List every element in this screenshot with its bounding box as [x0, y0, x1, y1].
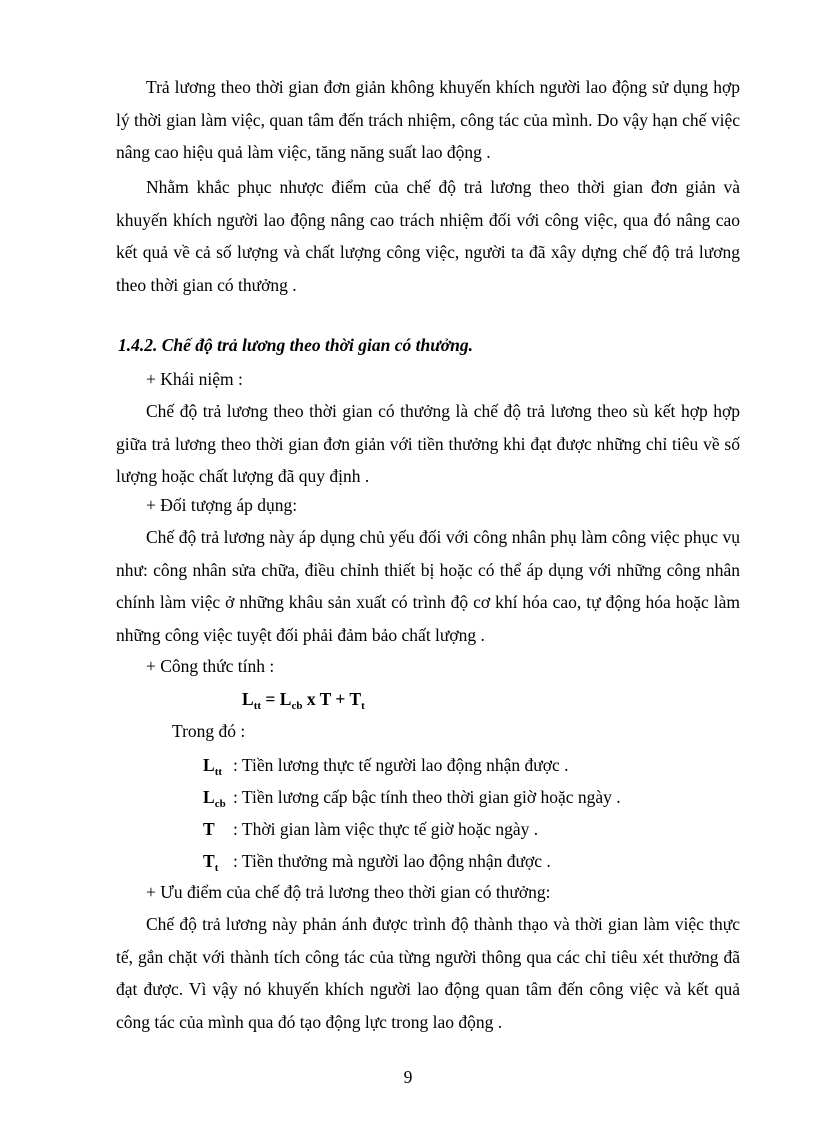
section-heading: 1.4.2. Chế độ trả lương theo thời gian có thưởng. — [118, 335, 473, 355]
definition-text: : Tiền lương thực tế người lao động nhận được . — [233, 755, 569, 775]
paragraph-advantage: Chế độ trả lương này phản ánh được trình độ thành thạo và thời gian làm việc thực tế, gắn chặt với thành tích công tác của từng người thông qua các chỉ tiêu xét thưởng đã đạt được. Vì vậy nó khuyến khích người lao động quan tâm đến công việc và kết quả công tác của mình qua đó tạo động lực trong lao động . — [116, 914, 740, 1032]
definition-row — [203, 785, 621, 809]
definition-text: : Tiền lương cấp bậc tính theo thời gian giờ hoặc ngày . — [233, 787, 621, 807]
definition-symbol: $L_{cb}$ — [203, 787, 226, 810]
definition-row — [203, 753, 568, 777]
formula-lhs: $L_{tt}$ — [242, 689, 262, 712]
scope-label: + Đối tượng áp dụng: — [146, 495, 298, 515]
definition-symbol: $L_{tt}$ — [203, 755, 223, 778]
definition-text: : Thời gian làm việc thực tế giờ hoặc ngày . — [233, 819, 539, 839]
definition-text: : Tiền thưởng mà người lao động nhận được . — [233, 851, 551, 871]
definitions-intro: Trong đó : — [172, 721, 246, 741]
paragraph-concept: Chế độ trả lương theo thời gian có thưởng là chế độ trả lương theo sù kết hợp hợp giữa trả lương theo thời gian đơn giản với tiền thưởng khi đạt được những chỉ tiêu về số lượng hoặc chất lượng đã quy định . — [116, 401, 740, 486]
concept-label: + Khái niệm : — [146, 369, 243, 389]
formula-equals: = — [261, 689, 280, 709]
paragraph-bonus-motivation: Nhằm khắc phục nhược điểm của chế độ trả lương theo thời gian đơn giản và khuyến khích người lao động nâng cao trách nhiệm đối với công việc, qua đó nâng cao kết quả về cả số lượng và chất lượng công việc, người ta đã xây dựng chế độ trả lương theo thời gian có thưởng . — [116, 177, 740, 295]
formula-label: + Công thức tính : — [146, 656, 275, 676]
paragraph-simple-time-wage-drawback: Trả lương theo thời gian đơn giản không khuyến khích người lao động sử dụng hợp lý thời gian làm việc, quan tâm đến trách nhiệm, công tác của mình. Do vậy hạn chế việc nâng cao hiệu quả làm việc, tăng năng suất lao động . — [116, 77, 740, 162]
page-number: 9 — [403, 1067, 413, 1087]
advantage-label: + Ưu điểm của chế độ trả lương theo thời gian có thưởng: — [146, 882, 551, 902]
formula-term-bonus: $T_t$ — [349, 689, 365, 712]
definition-row — [203, 817, 538, 841]
definition-symbol: T — [203, 819, 215, 839]
paragraph-scope: Chế độ trả lương này áp dụng chủ yếu đối với công nhân phụ làm công việc phục vụ như: công nhân sửa chữa, điều chỉnh thiết bị hoặc có thể áp dụng với những công nhân chính làm việc ở những khâu sản xuất có trình độ cơ khí hóa cao, tự động hóa hoặc làm những công việc tuyệt đối phải đảm bảo chất lượng . — [116, 527, 740, 645]
wage-formula — [242, 687, 365, 711]
formula-term-base-wage: $L_{cb}$ — [279, 689, 303, 712]
definition-symbol: $T_t$ — [203, 851, 219, 874]
definition-row — [203, 849, 551, 873]
formula-times: x T + — [302, 689, 350, 709]
